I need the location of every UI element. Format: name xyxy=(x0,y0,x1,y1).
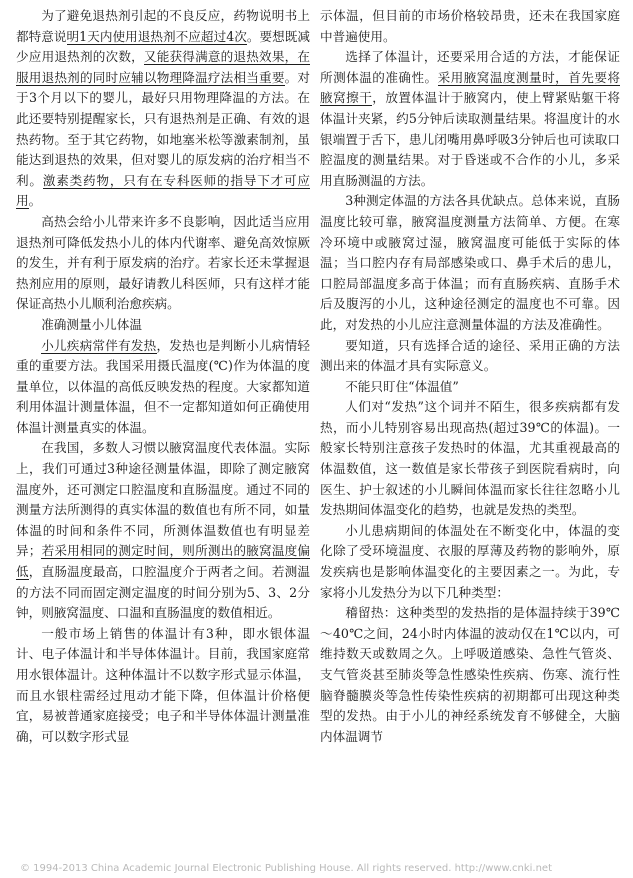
paragraph-fever-types-intro: 小儿患病期间的体温处在不断变化中，体温的变化除了受环境温度、衣服的厚薄及药物的影响外，原发疾病也是影响体温变化的主要因素之一。为此，专家将小儿发热分为以下几种类型： xyxy=(320,522,620,600)
paragraph-correct-method: 要知道，只有选择合适的途径、采用正确的方法测出来的体温才具有实际意义。 xyxy=(320,337,620,374)
underlined-text: 激素类药物，只有在专科医师的指导下才可应用 xyxy=(16,172,311,209)
paragraph-fever-importance xyxy=(16,336,310,439)
underlined-text: 明1天内使用退热剂不应超过4次 xyxy=(66,28,247,44)
section-heading-measure-temperature: 准确测量小儿体温 xyxy=(41,316,142,332)
section-heading-temperature-value: 不能只盯住“体温值” xyxy=(345,378,459,394)
text-run: 。 xyxy=(28,193,42,209)
underlined-text: 若采用相同的测定时间，则所测出的腋窝温度偏低 xyxy=(16,543,311,580)
copyright-footer: © 1994-2013 China Academic Journal Electronic Publishing House. All rights reserved. http://www.cnki.net xyxy=(20,863,552,874)
text-run: 选择了体温计，还要采用合适的方法，才能保证所测体温的准确性。 xyxy=(320,49,620,85)
text-run: ，直肠温度最高，口腔温度介于两者之间。若测温的方法不同而固定测定温度的时间分别为5、3、2分钟，则腋窝温度、口温和直肠温度的数值相近。 xyxy=(16,564,311,621)
paragraph-thermometer-types: 一般市场上销售的体温计有3种，即水银体温计、电子体温计和半导体体温计。目前，我国家庭常用水银体温计。这种体温计不以数字形式显示体温，而且水银柱需经过甩动才能下降，但体温计价格便宜，易被普通家庭接受；电子和半导体体温计测量准确，可以数字形式显 xyxy=(16,625,310,744)
underlined-text: 小儿疾病常伴有发热 xyxy=(41,337,157,353)
paragraph-method-comparison: 3种测定体温的方法各具优缺点。总体来说，直肠温度比较可靠，腋窝温度测量方法简单、方便。在寒冷环境中或腋窝过湿，腋窝温度可能低于实际的体温；当口腔内存有局部感染或口、鼻手术后的患儿，口腔局部温度多高于体温；而有直肠疾病、直肠手术后及腹泻的小儿，这种途径测定的温度也不可靠。因此，对发热的小儿应注意测量体温的方法及准确性。 xyxy=(320,193,620,332)
right-column xyxy=(320,6,620,747)
text-run: 为了避免退热剂引起的不良反应，药物说明书上都特意说 xyxy=(16,8,310,44)
paragraph-continuation: 示体温，但目前的市场价格较昂贵，还未在我国家庭中普遍使用。 xyxy=(320,8,620,44)
text-run: ，发热也是判断小儿病情轻重的重要方法。我国采用摄氏温度(℃)作为体温的度量单位，以体温的高低反映发热的程度。大家都知道利用体温计测量体温，但不一定都知道如何正确使用体温计测量真实的体温。 xyxy=(16,337,311,435)
text-run: 。对于3个月以下的婴儿，最好只用物理降温的方法。在此还要特别提醒家长，只有退热剂是正确、有效的退热药物。至于其它药物，如地塞米松等激素制剂，虽能达到退热的效果，但对婴儿的原发病的治疗相当不利。 xyxy=(16,69,311,188)
paragraph-fever-perception: 人们对“发热”这个词并不陌生，很多疾病都有发热，而小儿特别容易出现高热(超过39℃的体温)。一般家长特别注意孩子发热时的体温，尤其重视最高的体温数值，这一数值是家长带孩子到医院看病时，向医生、护士叙述的小儿瞬间体温而家长往往忽略小儿发热期间体温变化的趋势，也就是发热的类型。 xyxy=(320,399,620,518)
paragraph-measurement-sites xyxy=(16,438,310,623)
left-column xyxy=(16,6,310,747)
underlined-text: 又能获得满意的退热效果，在服用退热剂的同时应辅以物理降温疗法相当重要 xyxy=(16,49,311,85)
paragraph-high-fever-effects: 高热会给小儿带来许多不良影响，因此适当应用退热剂可降低发热小儿的体内代谢率、避免高效惊厥的发生，并有利于原发病的治疗。若家长还未掌握退热剂应用的原则，最好请教儿科医师，只有这样才能保证高热小儿顺利治愈疾病。 xyxy=(16,213,310,312)
text-run: ，放置体温计于腋窝内，使上臂紧贴躯干将体温计夹紧，约5分钟后读取测量结果。将温度计的水银端置于舌下，患儿闭嘴用鼻呼吸3分钟后也可读取口腔温度的测量结果。对于昏迷或不合作的小儿，多采用直肠测温的方法。 xyxy=(320,90,621,188)
paragraph-continuous-fever: 稽留热：这种类型的发热指的是体温持续于39℃～40℃之间，24小时内体温的波动仅在1℃以内，可维持数天或数周之久。上呼吸道感染、急性气管炎、支气管炎甚至肺炎等急性感染性疾病、伤寒、流行性脑脊髓膜炎等急性传染性疾病的初期都可出现这种类型的发热。由于小儿的神经系统发育不够健全，大脑内体温调节 xyxy=(320,605,620,744)
text-run: 。要想既减少应用退热剂的次数， xyxy=(16,28,311,65)
underlined-text: 采用腋窝温度测量时，首先要将腋窝擦干 xyxy=(320,69,621,106)
text-run: 在我国，多数人习惯以腋窝温度代表体温。实际上，我们可通过3种途径测量体温，即除了测定腋窝温度外，还可测定口腔温度和直肠温度。通过不同的测量方法所测得的真实体温的数值也有所不同，如量体温的时间和条件不同，所测体温数值也有明显差异； xyxy=(16,440,310,559)
paragraph-measurement-method xyxy=(320,47,620,191)
paragraph-antipyretic-usage xyxy=(16,6,310,212)
